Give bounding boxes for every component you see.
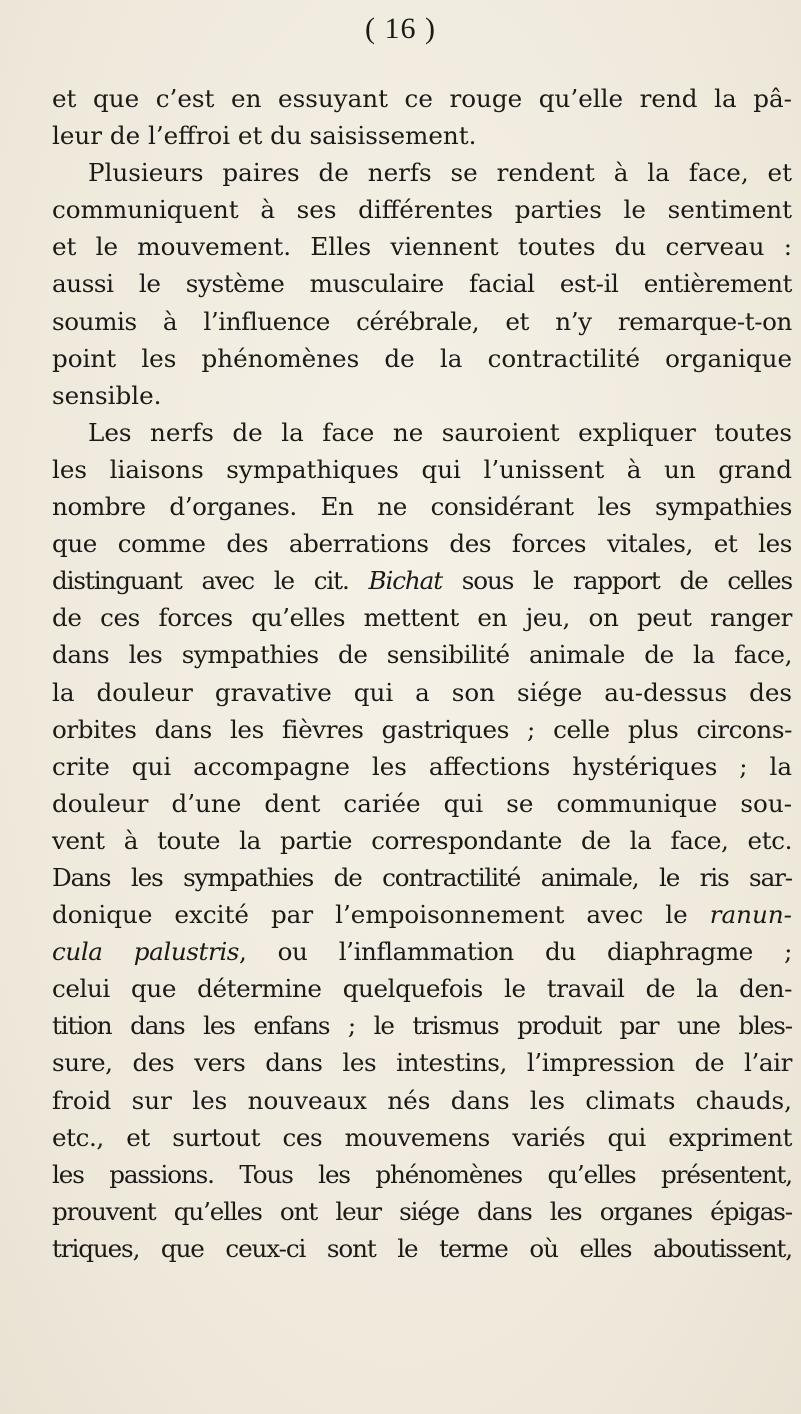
italic-species-name: ranun-	[709, 900, 792, 930]
text-segment: distinguant avec le cit.	[52, 566, 369, 596]
text-line: et que c’est en essuyant ce rouge qu’elle rend la pâ-	[52, 84, 792, 113]
text-segment: , ou l’inflammation du diaphragme ;	[239, 937, 792, 967]
text-line: les liaisons sympathiques qui l’unissent à un grand	[52, 454, 792, 484]
text-line: nombre d’organes. En ne considérant les sympathies	[52, 492, 792, 522]
text-line: la douleur gravative qui a son siége au-dessus des	[52, 677, 792, 707]
text-line: communiquent à ses différentes parties le sentiment	[52, 195, 792, 225]
text-line: leur de l’effroi et du saisissement.	[52, 121, 477, 151]
text-line: sensible.	[52, 380, 162, 410]
text-line: froid sur les nouveaux nés dans les climats chauds,	[52, 1085, 792, 1115]
text-line: douleur d’une dent cariée qui se communique sou-	[52, 788, 792, 818]
text-line: Dans les sympathies de contractilité animale, le ris sar-	[52, 862, 792, 892]
text-line: celui que détermine quelquefois le travail de la den-	[52, 974, 792, 1004]
text-line: tition dans les enfans ; le trismus produit par une bles-	[52, 1011, 792, 1041]
text-line: prouvent qu’elles ont leur siége dans les organes épigas-	[52, 1196, 792, 1226]
text-line: sure, des vers dans les intestins, l’impression de l’air	[52, 1048, 792, 1078]
text-segment: donique excité par l’empoisonnement avec le	[52, 900, 710, 930]
text-line: Les nerfs de la face ne sauroient expliquer toutes	[88, 417, 792, 447]
text-line: point les phénomènes de la contractilité organique	[52, 343, 792, 373]
text-line	[52, 933, 792, 970]
text-line	[52, 562, 792, 599]
body-text	[52, 80, 792, 1267]
text-line: soumis à l’influence cérébrale, et n’y remarque-t-on	[52, 306, 792, 336]
page-number: ( 16 )	[365, 12, 436, 45]
text-line: vent à toute la partie correspondante de la face, etc.	[52, 825, 792, 855]
text-segment: sous le rapport de celles	[441, 566, 793, 596]
text-line: etc., et surtout ces mouvemens variés qui expriment	[52, 1122, 792, 1152]
text-line: de ces forces qu’elles mettent en jeu, on peut ranger	[52, 603, 792, 633]
text-line: les passions. Tous les phénomènes qu’elles présentent,	[52, 1159, 792, 1189]
text-line: triques, que ceux-ci sont le terme où elles aboutissent,	[52, 1233, 792, 1263]
text-line: et le mouvement. Elles viennent toutes du cerveau :	[52, 232, 792, 262]
italic-name: Bichat	[368, 566, 442, 596]
text-line: Plusieurs paires de nerfs se rendent à la face, et	[88, 158, 792, 188]
text-line: dans les sympathies de sensibilité animale de la face,	[52, 640, 792, 670]
text-line	[52, 896, 792, 933]
text-line: aussi le système musculaire facial est-il entièrement	[52, 269, 792, 299]
text-line: que comme des aberrations des forces vitales, et les	[52, 529, 792, 559]
italic-species-name: cula palustris	[52, 937, 240, 967]
text-line: crite qui accompagne les affections hystériques ; la	[52, 751, 792, 781]
text-line: orbites dans les fièvres gastriques ; celle plus circons-	[52, 714, 792, 744]
